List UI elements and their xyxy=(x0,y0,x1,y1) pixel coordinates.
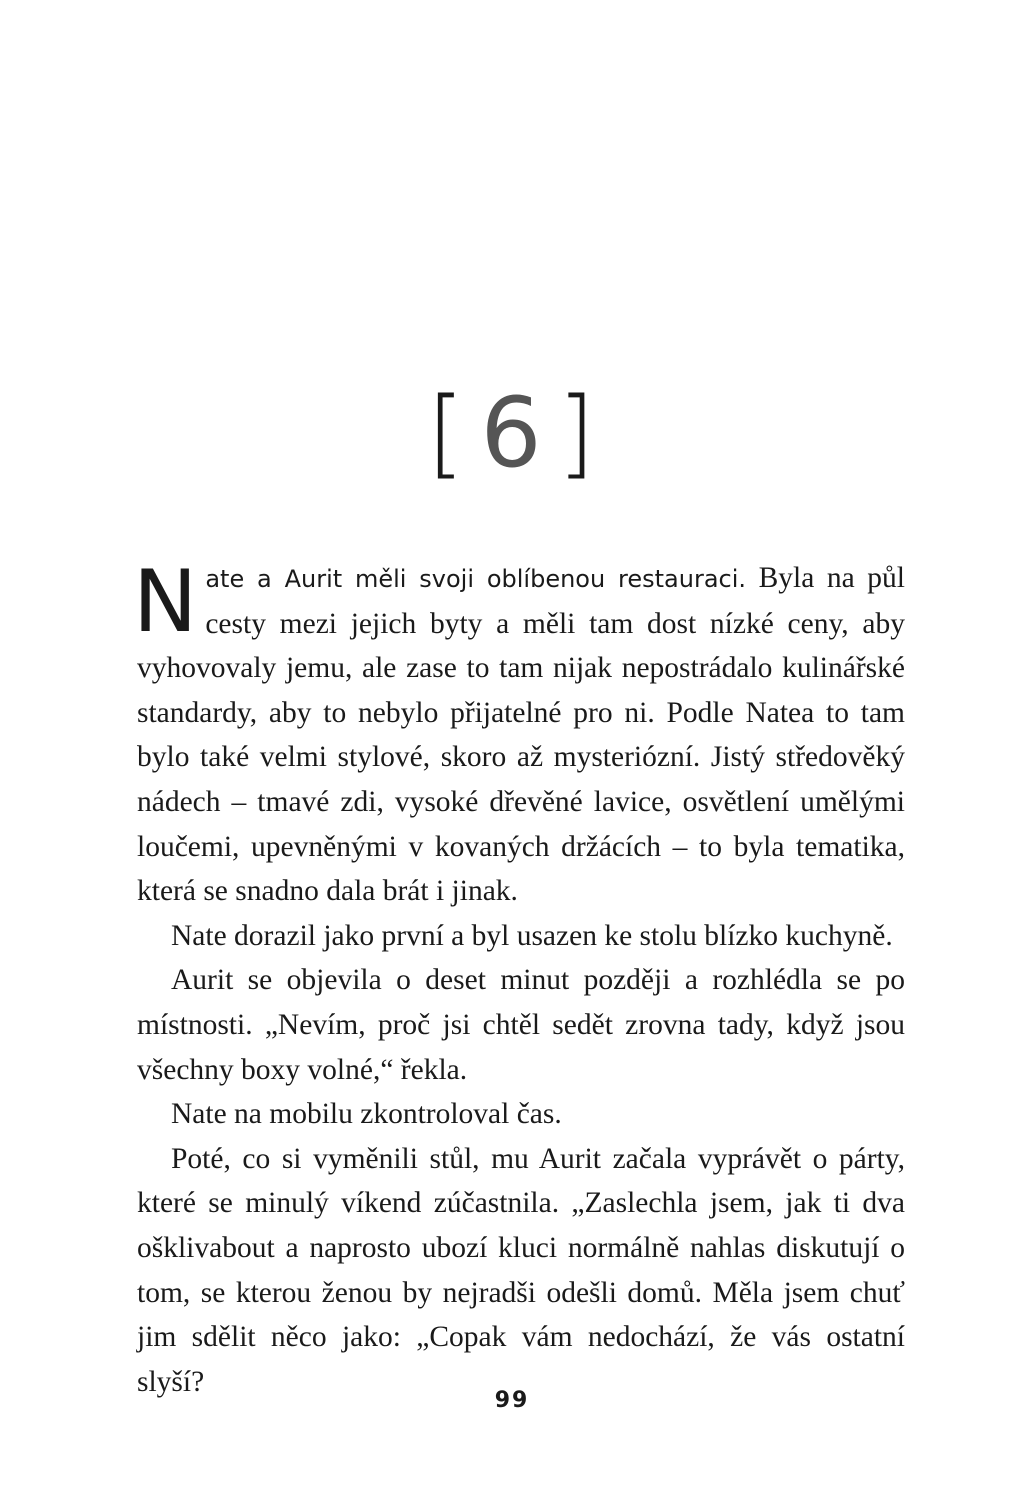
paragraph-1-text: Byla na půl cesty mezi jejich byty a měli tam dost nízké ceny, aby vyhovovaly jemu, ale zase to tam nijak nepostrádalo kulinářské standardy, aby to nebylo přijatelné pro ni. Podle Natea to tam bylo také velmi stylové, skoro až mysteriózní. Jistý středověký nádech – tmavé zdi, vysoké dřevěné lavice, osvětlení umělými loučemi, upevněnými v kovaných držácích – to byla tematika, která se snadno dala brát i jinak. xyxy=(137,562,905,908)
chapter-heading xyxy=(0,378,1024,488)
paragraph-1 xyxy=(133,552,905,914)
paragraph-4: Nate na mobilu zkontroloval čas. xyxy=(171,1098,562,1131)
chapter-close-bracket: ] xyxy=(557,377,597,489)
page-number: 99 xyxy=(494,1388,530,1413)
paragraph-2: Nate dorazil jako první a byl usazen ke stolu blízko kuchyně. xyxy=(171,919,893,952)
lead-in-text: ate a Aurit měli svoji oblíbenou restauraci. xyxy=(205,565,747,593)
chapter-open-bracket: [ xyxy=(427,377,467,489)
drop-cap: N xyxy=(133,552,198,652)
paragraph-3: Aurit se objevila o deset minut později a rozhlédla se po místnosti. „Nevím, proč jsi chtěl sedět zrovna tady, když jsou všechny boxy volné,“ řekla. xyxy=(137,964,905,1086)
chapter-number: 6 xyxy=(480,377,544,489)
body-text xyxy=(133,552,905,1404)
paragraph-5: Poté, co si vyměnili stůl, mu Aurit začala vyprávět o párty, které se minulý víkend zúčastnila. „Zaslechla jsem, jak ti dva ošklivabout a naprosto ubozí kluci normálně nahlas diskutují o tom, se kterou ženou by nejradši odešli domů. Měla jsem chuť jim sdělit něco jako: „Copak vám nedochází, že vás ostatní slyší? xyxy=(137,1142,905,1398)
